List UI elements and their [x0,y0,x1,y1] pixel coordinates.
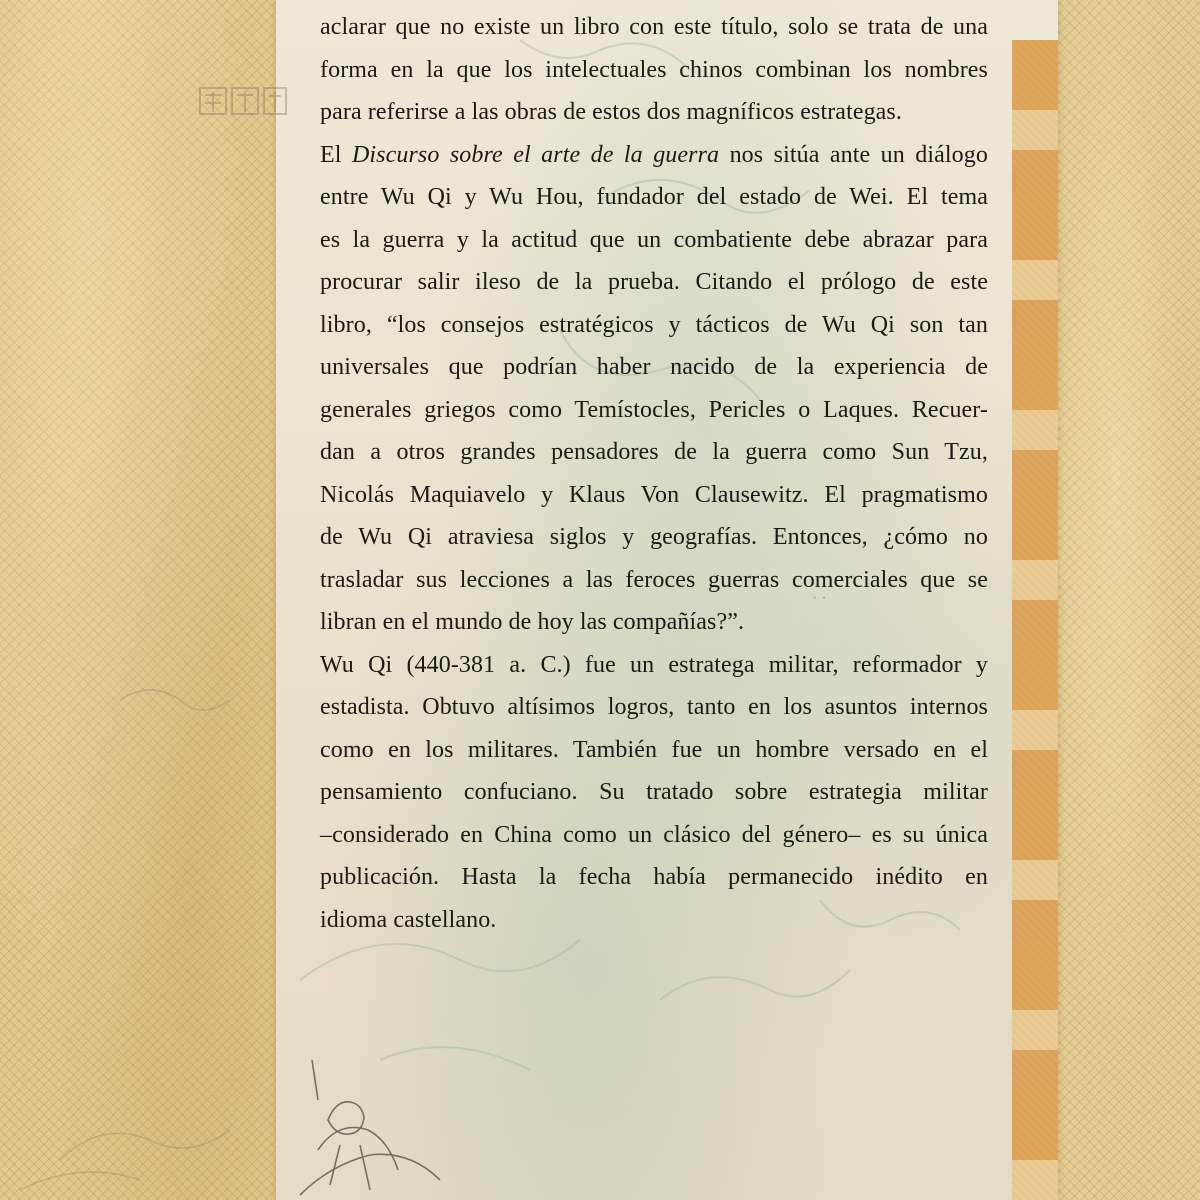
text-line: Nicolás Maquiavelo y Klaus Von Clausewitz. El pragmatismo [320,481,988,508]
text-line [320,134,988,177]
text-line: estadista. Obtuvo altísimos logros, tanto en los asuntos internos [320,694,988,720]
text-line: aclarar que no existe un libro con este título, solo se trata de una [320,14,988,40]
text-line: generales griegos como Temístocles, Pericles o Laques. Recuer- [320,396,988,423]
text-line: universales que podrían haber nacido de la experiencia de [320,354,988,380]
text-line: pensamiento confuciano. Su tratado sobre estrategia militar [320,779,988,805]
faded-stray-mark: · · [812,590,827,607]
text-line: forma en la que los intelectuales chinos combinan los nombres [320,56,988,83]
faded-figure-sketch [20,690,230,1190]
text-segment: El [320,141,352,168]
text-line: libran en el mundo de hoy las compañías?”. [320,609,745,635]
text-line: –considerado en China como un clásico del género– es su única [320,821,988,848]
book-title-italic: Discurso sobre el arte de la guerra [351,141,720,168]
text-line: como en los militares. También fue un hombre versado en el [320,736,988,763]
text-line: idioma castellano. [320,906,497,933]
text-line: para referirse a las obras de estos dos magníficos estrategas. [320,99,902,125]
text-line: de Wu Qi atraviesa siglos y geografías. Entonces, ¿cómo no [320,524,988,550]
warrior-sketch [300,1060,440,1195]
text-line: libro, “los consejos estratégicos y tácticos de Wu Qi son tan [320,311,988,338]
text-line: es la guerra y la actitud que un combatiente debe abrazar para [320,226,988,253]
text-segment: nos sitúa ante un diálogo [719,141,988,168]
text-line: trasladar sus lecciones a las feroces guerras comerciales que se [320,566,988,593]
text-line: dan a otros grandes pensadores de la guerra como Sun Tzu, [320,439,988,465]
text-line: publicación. Hasta la fecha había permanecido inédito en [320,864,988,890]
text-line: entre Wu Qi y Wu Hou, fundador del estado de Wei. El tema [320,184,988,210]
book-description-text [320,6,988,941]
text-line: Wu Qi (440-381 a. C.) fue un estratega militar, reformador y [320,651,988,678]
text-line: procurar salir ileso de la prueba. Citando el prólogo de este [320,269,988,295]
faded-seal-stamp [200,88,286,114]
